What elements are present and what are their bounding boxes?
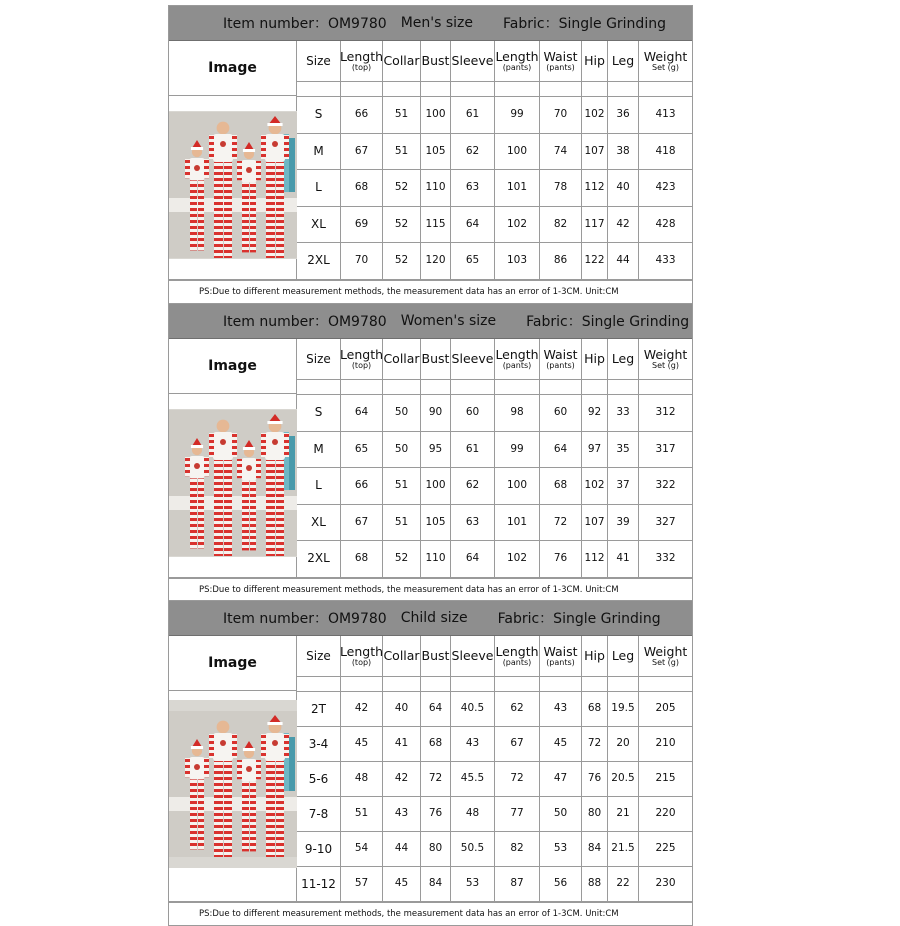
fabric-label: Fabric：Single Grinding bbox=[497, 611, 661, 627]
gap-cell bbox=[341, 380, 383, 394]
measure-cell: 57 bbox=[341, 867, 383, 901]
measure-cell: 76 bbox=[421, 797, 451, 831]
measure-cell: 102 bbox=[582, 468, 608, 504]
measure-cell: 66 bbox=[341, 468, 383, 504]
image-column bbox=[169, 41, 297, 279]
gap-cell bbox=[421, 677, 451, 691]
measure-cell: 50 bbox=[540, 797, 582, 831]
measure-cell: 100 bbox=[495, 468, 540, 504]
header-sleeve-label: Sleeve bbox=[451, 648, 494, 664]
measure-cell: 84 bbox=[421, 867, 451, 901]
measure-cell: 60 bbox=[451, 395, 495, 431]
measure-cell: 64 bbox=[451, 541, 495, 577]
measure-cell: 47 bbox=[540, 762, 582, 796]
header-length-pants-unit: (pants) bbox=[502, 360, 532, 370]
gap-cell bbox=[608, 677, 639, 691]
measure-cell: 317 bbox=[655, 442, 676, 455]
measure-cell: 68 bbox=[341, 170, 383, 206]
measure-cell: 68 bbox=[582, 692, 608, 726]
chart-title-bar bbox=[169, 601, 692, 636]
header-size-label: Size bbox=[306, 648, 331, 663]
header-collar bbox=[383, 636, 421, 676]
header-weight-unit: Set (g) bbox=[652, 62, 679, 72]
measure-cell: 41 bbox=[383, 727, 421, 761]
item-number: Item number：OM9780 bbox=[223, 16, 387, 32]
header-waist-label: Waist bbox=[543, 48, 578, 64]
image-column bbox=[169, 339, 297, 577]
family-pajama-photo bbox=[169, 409, 297, 557]
measure-cell: 44 bbox=[608, 243, 639, 279]
measure-cell: 53 bbox=[451, 867, 495, 901]
size-cell: XL bbox=[297, 505, 341, 541]
item-number: Item number：OM9780 bbox=[223, 314, 387, 330]
measure-cell: 64 bbox=[540, 432, 582, 468]
measure-cell: 68 bbox=[341, 541, 383, 577]
header-length-top-unit: (top) bbox=[351, 657, 372, 667]
size-cell: 5-6 bbox=[297, 762, 341, 796]
size-cell: 7-8 bbox=[297, 797, 341, 831]
gap-cell bbox=[639, 380, 692, 394]
measure-cell: 33 bbox=[608, 395, 639, 431]
measure-cell: 312 bbox=[655, 406, 676, 419]
gap-cell bbox=[495, 380, 540, 394]
measure-cell: 80 bbox=[421, 832, 451, 866]
measure-cell: 65 bbox=[451, 243, 495, 279]
header-bust bbox=[421, 339, 451, 379]
measure-cell: 51 bbox=[341, 797, 383, 831]
measure-cell: 42 bbox=[608, 207, 639, 243]
header-hip-label: Hip bbox=[584, 648, 605, 664]
gap-cell bbox=[451, 380, 495, 394]
measure-cell: 72 bbox=[540, 505, 582, 541]
measurement-note: PS:Due to different measurement methods, the measurement data has an error of 1-3CM. Unit:CM bbox=[169, 578, 692, 601]
measure-cell: 103 bbox=[495, 243, 540, 279]
measure-cell: 100 bbox=[421, 468, 451, 504]
header-length-pants bbox=[495, 339, 540, 379]
header-sleeve-label: Sleeve bbox=[451, 351, 494, 367]
measure-cell: 100 bbox=[421, 97, 451, 133]
header-weight-unit: Set (g) bbox=[652, 657, 679, 667]
measure-cell: 62 bbox=[495, 692, 540, 726]
header-sleeve-label: Sleeve bbox=[451, 53, 494, 69]
measure-cell: 105 bbox=[421, 134, 451, 170]
measure-cell: 225 bbox=[655, 842, 676, 855]
measure-cell: 48 bbox=[341, 762, 383, 796]
image-header: Image bbox=[169, 636, 296, 691]
gap-cell bbox=[383, 380, 421, 394]
gap-cell bbox=[639, 677, 692, 691]
size-chart-men bbox=[168, 5, 693, 304]
header-bust-label: Bust bbox=[421, 648, 450, 664]
size-cell: L bbox=[297, 170, 341, 206]
measure-cell: 20.5 bbox=[608, 762, 639, 796]
header-length-top-label: Length bbox=[339, 48, 384, 64]
gap-cell bbox=[582, 82, 608, 96]
header-length-top bbox=[341, 41, 383, 81]
measure-cell: 39 bbox=[608, 505, 639, 541]
measure-cell: 86 bbox=[540, 243, 582, 279]
measure-cell: 41 bbox=[608, 541, 639, 577]
measure-cell: 43 bbox=[383, 797, 421, 831]
header-collar bbox=[383, 41, 421, 81]
measure-cell: 63 bbox=[451, 170, 495, 206]
measure-cell: 70 bbox=[341, 243, 383, 279]
measure-cell: 110 bbox=[421, 541, 451, 577]
header-leg bbox=[608, 41, 639, 81]
measure-cell: 60 bbox=[540, 395, 582, 431]
header-waist-unit: (pants) bbox=[546, 62, 575, 72]
measure-cell: 40 bbox=[383, 692, 421, 726]
measure-cell: 64 bbox=[421, 692, 451, 726]
measure-cell: 84 bbox=[582, 832, 608, 866]
measure-cell: 45 bbox=[383, 867, 421, 901]
measure-cell: 54 bbox=[341, 832, 383, 866]
measure-cell: 21 bbox=[608, 797, 639, 831]
header-hip bbox=[582, 41, 608, 81]
measure-cell: 215 bbox=[655, 772, 676, 785]
measure-cell: 52 bbox=[383, 243, 421, 279]
header-length-top-label: Length bbox=[339, 346, 384, 362]
header-length-top-unit: (top) bbox=[351, 360, 372, 370]
measure-cell: 115 bbox=[421, 207, 451, 243]
measure-cell: 95 bbox=[421, 432, 451, 468]
measure-cell: 327 bbox=[655, 515, 676, 528]
item-number: Item number：OM9780 bbox=[223, 611, 387, 627]
measure-cell: 102 bbox=[495, 541, 540, 577]
measure-cell: 101 bbox=[495, 505, 540, 541]
header-waist-unit: (pants) bbox=[546, 657, 575, 667]
size-cell: XL bbox=[297, 207, 341, 243]
measure-cell: 87 bbox=[495, 867, 540, 901]
measure-cell: 70 bbox=[540, 97, 582, 133]
measure-cell: 66 bbox=[341, 97, 383, 133]
measure-cell: 230 bbox=[655, 877, 676, 890]
header-bust bbox=[421, 41, 451, 81]
gap-cell bbox=[297, 380, 341, 394]
header-hip bbox=[582, 636, 608, 676]
size-cell: 2T bbox=[297, 692, 341, 726]
gap-cell bbox=[341, 677, 383, 691]
gap-cell bbox=[540, 380, 582, 394]
measure-cell: 423 bbox=[655, 181, 676, 194]
measure-cell: 69 bbox=[341, 207, 383, 243]
measure-cell: 64 bbox=[451, 207, 495, 243]
measure-cell: 52 bbox=[383, 541, 421, 577]
header-length-pants bbox=[495, 41, 540, 81]
header-collar-label: Collar bbox=[383, 53, 420, 69]
measure-cell: 110 bbox=[421, 170, 451, 206]
header-length-pants-label: Length bbox=[495, 346, 539, 362]
header-weight bbox=[639, 636, 692, 676]
size-cell: S bbox=[297, 395, 341, 431]
gap-cell bbox=[421, 380, 451, 394]
header-bust bbox=[421, 636, 451, 676]
fabric-label: Fabric：Single Grinding bbox=[526, 314, 690, 330]
header-length-pants-label: Length bbox=[495, 48, 539, 64]
measure-cell: 35 bbox=[608, 432, 639, 468]
size-chart-child bbox=[168, 600, 693, 926]
header-collar-label: Collar bbox=[383, 351, 420, 367]
measure-cell: 102 bbox=[495, 207, 540, 243]
measure-cell: 50 bbox=[383, 395, 421, 431]
header-collar-label: Collar bbox=[383, 648, 420, 664]
header-hip-label: Hip bbox=[584, 351, 605, 367]
measure-cell: 82 bbox=[495, 832, 540, 866]
header-length-pants-unit: (pants) bbox=[502, 657, 532, 667]
measure-cell: 122 bbox=[582, 243, 608, 279]
gap-cell bbox=[495, 82, 540, 96]
measure-cell: 61 bbox=[451, 97, 495, 133]
size-cell: 9-10 bbox=[297, 832, 341, 866]
size-category: Men's size bbox=[400, 15, 473, 31]
measure-cell: 107 bbox=[582, 505, 608, 541]
measure-cell: 92 bbox=[582, 395, 608, 431]
size-category: Child size bbox=[400, 610, 468, 626]
measure-cell: 100 bbox=[495, 134, 540, 170]
header-hip-label: Hip bbox=[584, 53, 605, 69]
measure-cell: 322 bbox=[655, 479, 676, 492]
header-waist-unit: (pants) bbox=[546, 360, 575, 370]
measurement-note: PS:Due to different measurement methods, the measurement data has an error of 1-3CM. Unit:CM bbox=[169, 280, 692, 303]
header-size bbox=[297, 41, 341, 81]
header-leg bbox=[608, 636, 639, 676]
header-sleeve bbox=[451, 636, 495, 676]
measure-cell: 220 bbox=[655, 807, 676, 820]
measure-cell: 43 bbox=[451, 727, 495, 761]
measure-cell: 413 bbox=[655, 108, 676, 121]
header-length-pants-label: Length bbox=[495, 643, 539, 659]
measure-cell: 78 bbox=[540, 170, 582, 206]
measure-cell: 210 bbox=[655, 737, 676, 750]
measure-cell: 64 bbox=[341, 395, 383, 431]
gap-cell bbox=[495, 677, 540, 691]
measure-cell: 117 bbox=[582, 207, 608, 243]
measure-cell: 105 bbox=[421, 505, 451, 541]
measure-cell: 36 bbox=[608, 97, 639, 133]
measure-cell: 112 bbox=[582, 541, 608, 577]
header-leg-label: Leg bbox=[611, 351, 635, 367]
measure-cell: 40.5 bbox=[451, 692, 495, 726]
gap-cell bbox=[421, 82, 451, 96]
gap-cell bbox=[451, 82, 495, 96]
measure-cell: 107 bbox=[582, 134, 608, 170]
measure-cell: 90 bbox=[421, 395, 451, 431]
measure-cell: 80 bbox=[582, 797, 608, 831]
family-pajama-photo bbox=[169, 111, 297, 259]
header-size bbox=[297, 636, 341, 676]
header-length-top bbox=[341, 339, 383, 379]
header-weight bbox=[639, 339, 692, 379]
gap-cell bbox=[341, 82, 383, 96]
measure-cell: 56 bbox=[540, 867, 582, 901]
measure-cell: 20 bbox=[608, 727, 639, 761]
measure-cell: 205 bbox=[655, 702, 676, 715]
measure-cell: 98 bbox=[495, 395, 540, 431]
measure-cell: 82 bbox=[540, 207, 582, 243]
header-size-label: Size bbox=[306, 53, 331, 68]
measure-cell: 72 bbox=[495, 762, 540, 796]
header-waist-label: Waist bbox=[543, 643, 578, 659]
product-photo bbox=[169, 700, 297, 868]
size-cell: S bbox=[297, 97, 341, 133]
gap-cell bbox=[383, 677, 421, 691]
header-bust-label: Bust bbox=[421, 351, 450, 367]
measurement-note: PS:Due to different measurement methods, the measurement data has an error of 1-3CM. Unit:CM bbox=[169, 902, 692, 925]
header-weight-label: Weight bbox=[643, 643, 688, 659]
size-table bbox=[169, 41, 692, 280]
measure-cell: 38 bbox=[608, 134, 639, 170]
header-length-top-unit: (top) bbox=[351, 62, 372, 72]
header-length-top-label: Length bbox=[339, 643, 384, 659]
size-cell: 2XL bbox=[297, 541, 341, 577]
measure-cell: 51 bbox=[383, 134, 421, 170]
size-cell: L bbox=[297, 468, 341, 504]
size-table bbox=[169, 636, 692, 902]
measure-cell: 76 bbox=[582, 762, 608, 796]
measure-cell: 74 bbox=[540, 134, 582, 170]
measure-cell: 428 bbox=[655, 217, 676, 230]
measure-cell: 19.5 bbox=[608, 692, 639, 726]
header-size-label: Size bbox=[306, 351, 331, 366]
measure-cell: 418 bbox=[655, 144, 676, 157]
product-photo bbox=[169, 409, 297, 557]
measure-cell: 332 bbox=[655, 552, 676, 565]
image-header: Image bbox=[169, 41, 296, 96]
header-hip bbox=[582, 339, 608, 379]
measure-cell: 101 bbox=[495, 170, 540, 206]
measure-cell: 22 bbox=[608, 867, 639, 901]
measure-cell: 51 bbox=[383, 468, 421, 504]
measure-cell: 43 bbox=[540, 692, 582, 726]
measure-cell: 77 bbox=[495, 797, 540, 831]
gap-cell bbox=[297, 82, 341, 96]
measure-cell: 63 bbox=[451, 505, 495, 541]
measure-cell: 40 bbox=[608, 170, 639, 206]
measure-cell: 61 bbox=[451, 432, 495, 468]
header-leg-label: Leg bbox=[611, 648, 635, 664]
measure-cell: 88 bbox=[582, 867, 608, 901]
gap-cell bbox=[639, 82, 692, 96]
header-leg-label: Leg bbox=[611, 53, 635, 69]
gap-cell bbox=[582, 380, 608, 394]
product-photo bbox=[169, 111, 297, 259]
measure-cell: 62 bbox=[451, 134, 495, 170]
size-cell: 11-12 bbox=[297, 867, 341, 901]
image-header: Image bbox=[169, 339, 296, 394]
gap-cell bbox=[582, 677, 608, 691]
header-weight-unit: Set (g) bbox=[652, 360, 679, 370]
measure-cell: 67 bbox=[341, 134, 383, 170]
measure-cell: 112 bbox=[582, 170, 608, 206]
header-sleeve bbox=[451, 41, 495, 81]
gap-cell bbox=[540, 82, 582, 96]
size-cell: M bbox=[297, 134, 341, 170]
measure-cell: 44 bbox=[383, 832, 421, 866]
measure-cell: 45.5 bbox=[451, 762, 495, 796]
measure-cell: 99 bbox=[495, 97, 540, 133]
gap-cell bbox=[608, 380, 639, 394]
measure-cell: 67 bbox=[495, 727, 540, 761]
header-length-top bbox=[341, 636, 383, 676]
measure-cell: 72 bbox=[582, 727, 608, 761]
header-leg bbox=[608, 339, 639, 379]
gap-cell bbox=[608, 82, 639, 96]
header-weight-label: Weight bbox=[643, 346, 688, 362]
measure-cell: 62 bbox=[451, 468, 495, 504]
header-length-pants-unit: (pants) bbox=[502, 62, 532, 72]
measure-cell: 45 bbox=[341, 727, 383, 761]
measure-cell: 99 bbox=[495, 432, 540, 468]
measure-cell: 45 bbox=[540, 727, 582, 761]
chart-title-bar bbox=[169, 304, 692, 339]
measure-cell: 48 bbox=[451, 797, 495, 831]
measure-cell: 120 bbox=[421, 243, 451, 279]
measure-cell: 51 bbox=[383, 97, 421, 133]
gap-cell bbox=[383, 82, 421, 96]
measure-cell: 65 bbox=[341, 432, 383, 468]
header-waist bbox=[540, 41, 582, 81]
measure-cell: 51 bbox=[383, 505, 421, 541]
measure-cell: 42 bbox=[383, 762, 421, 796]
gap-cell bbox=[540, 677, 582, 691]
header-length-pants bbox=[495, 636, 540, 676]
measure-cell: 53 bbox=[540, 832, 582, 866]
measure-cell: 433 bbox=[655, 254, 676, 267]
measure-cell: 37 bbox=[608, 468, 639, 504]
measure-cell: 67 bbox=[341, 505, 383, 541]
fabric-label: Fabric：Single Grinding bbox=[503, 16, 666, 32]
size-category: Women's size bbox=[400, 313, 497, 329]
size-cell: 2XL bbox=[297, 243, 341, 279]
header-size bbox=[297, 339, 341, 379]
size-table bbox=[169, 339, 692, 578]
header-bust-label: Bust bbox=[421, 53, 450, 69]
measure-cell: 50.5 bbox=[451, 832, 495, 866]
family-pajama-photo bbox=[169, 700, 297, 868]
header-weight bbox=[639, 41, 692, 81]
header-waist-label: Waist bbox=[543, 346, 578, 362]
header-weight-label: Weight bbox=[643, 48, 688, 64]
measure-cell: 42 bbox=[341, 692, 383, 726]
measure-cell: 102 bbox=[582, 97, 608, 133]
size-chart-women bbox=[168, 303, 693, 602]
measure-cell: 68 bbox=[421, 727, 451, 761]
size-cell: M bbox=[297, 432, 341, 468]
measure-cell: 21.5 bbox=[608, 832, 639, 866]
header-sleeve bbox=[451, 339, 495, 379]
size-cell: 3-4 bbox=[297, 727, 341, 761]
chart-title-bar bbox=[169, 6, 692, 41]
image-column bbox=[169, 636, 297, 901]
measure-cell: 97 bbox=[582, 432, 608, 468]
measure-cell: 50 bbox=[383, 432, 421, 468]
gap-cell bbox=[297, 677, 341, 691]
measure-cell: 52 bbox=[383, 207, 421, 243]
header-waist bbox=[540, 339, 582, 379]
measure-cell: 68 bbox=[540, 468, 582, 504]
header-collar bbox=[383, 339, 421, 379]
measure-cell: 52 bbox=[383, 170, 421, 206]
measure-cell: 72 bbox=[421, 762, 451, 796]
gap-cell bbox=[451, 677, 495, 691]
measure-cell: 76 bbox=[540, 541, 582, 577]
header-waist bbox=[540, 636, 582, 676]
